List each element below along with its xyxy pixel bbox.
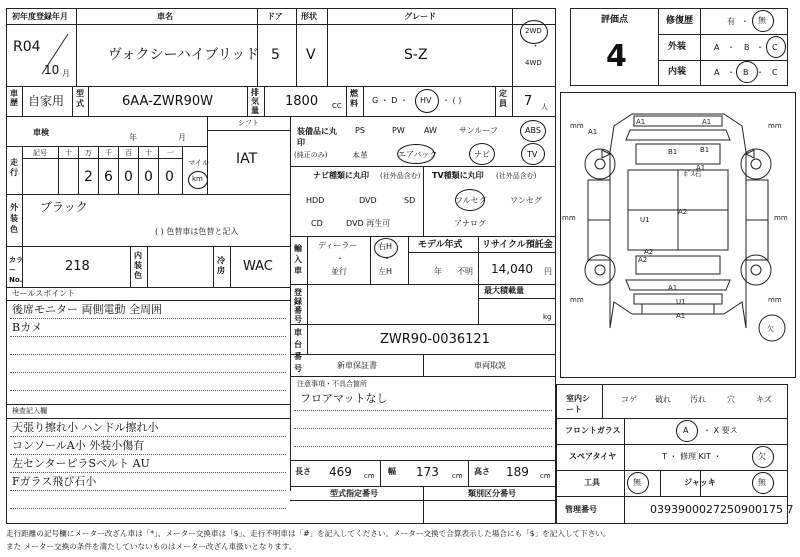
mileage-sym-label: 記号 — [33, 149, 47, 157]
navi-type-note: (社外品含む) — [380, 172, 421, 180]
spare-circled: 欠 — [758, 452, 766, 461]
inspector-note: コンソールA小 外装小傷有 — [12, 439, 145, 452]
model-year-nen: 年 — [434, 267, 442, 276]
mgmt-label: 管理番号 — [565, 505, 597, 514]
sales-point: Bカメ — [12, 321, 43, 334]
length-label: 長さ — [295, 467, 311, 476]
equip-note: (純正のみ) — [294, 151, 328, 159]
drive-2wd: 2WD — [525, 27, 542, 35]
inspection-label: 車検 — [33, 128, 49, 137]
shift-label: シフト — [238, 119, 259, 127]
interior-grade-c: C — [772, 68, 778, 77]
grade-value: S-Z — [404, 47, 428, 63]
usage-value: 自家用 — [28, 94, 65, 108]
door-value: 5 — [271, 47, 280, 63]
chassis-value: ZWR90-0036121 — [380, 332, 490, 347]
first-reg-era: R04 — [13, 39, 41, 55]
navi-type: DVD — [359, 196, 377, 205]
first-reg-label: 初年度登録年月 — [12, 12, 68, 21]
seat-option: 汚れ — [690, 395, 706, 404]
import-dealer: ディーラー — [318, 241, 358, 250]
max-load-unit: kg — [543, 313, 552, 321]
model-year-label: モデル年式 — [418, 240, 463, 250]
height-unit: cm — [540, 472, 551, 480]
shift-value: IAT — [236, 151, 258, 167]
exterior-grade-b: B — [744, 43, 750, 52]
diagram-mark: A1 — [696, 164, 706, 172]
mileage-digit: 0 — [144, 169, 153, 185]
seat-option: キズ — [756, 395, 772, 404]
mileage-digit-label: 万 — [85, 149, 92, 157]
inspection-month: 月 — [178, 133, 186, 142]
inspector-note: Fガラス飛び石小 — [12, 475, 97, 488]
diagram-kesshin: 欠 — [767, 325, 774, 333]
fuel-hv: HV — [420, 96, 432, 105]
mileage-digit-label: 千 — [105, 149, 112, 157]
capacity-unit: 人 — [541, 103, 548, 111]
width-label: 幅 — [388, 467, 396, 476]
equip-item: TV — [527, 150, 538, 159]
chassis-label: 車台番号 — [294, 328, 302, 373]
repair-label: 修復歴 — [666, 16, 694, 26]
interior-color-label: 内装色 — [134, 251, 142, 280]
seat-option: コゲ — [621, 395, 637, 404]
diagram-mark: ﾎﾞｽ右 — [684, 170, 702, 178]
equip-item: サンルーフ — [459, 126, 498, 135]
tools-label: 工具 — [584, 478, 600, 487]
diagram-mark: A1 — [676, 312, 686, 320]
color-code: 218 — [65, 259, 90, 274]
exterior-grade-a: A — [714, 43, 720, 52]
tv-type: フルセグ — [455, 196, 487, 205]
recycle-unit: 円 — [544, 267, 552, 276]
equip-item: AW — [424, 126, 437, 135]
diagram-mark: A2 — [638, 256, 648, 264]
equip-item: 本革 — [352, 151, 368, 160]
spare-options: T ・ 修理 KIT ・ — [662, 452, 722, 461]
length-value: 469 — [329, 465, 352, 479]
equip-item: PS — [355, 126, 365, 135]
diagram-mm: mm — [570, 296, 584, 304]
mgmt-number: 0393900027250900175 7 — [650, 503, 794, 516]
shape-label: 形状 — [301, 12, 317, 21]
equip-label: 装備品に丸印 — [297, 127, 337, 147]
mileage-digit-label: 百 — [125, 149, 132, 157]
fuel-label: 燃料 — [350, 89, 358, 108]
disp-value: 1800 — [285, 94, 319, 109]
seat-option: 破れ — [655, 395, 671, 404]
interior-sheet-label: 室内シート — [566, 394, 590, 414]
diagram-mark: A1 — [636, 118, 646, 126]
equip-item: エアバック — [398, 150, 438, 159]
capacity-label: 定員 — [499, 89, 507, 108]
grade-label: グレード — [404, 12, 436, 21]
equip-item: PW — [392, 126, 405, 135]
import-parallel: 並行 — [331, 267, 347, 276]
diagram-mm: mm — [768, 122, 782, 130]
repair-no: 無 — [758, 16, 766, 25]
front-glass-other: ・ X 要ス — [703, 426, 738, 435]
mileage-digit: 6 — [104, 169, 113, 185]
tv-type: アナログ — [454, 219, 486, 228]
navi-type-label: ナビ種類に丸印 — [313, 171, 369, 180]
notes-label: 注意事項・不具合箇所 — [297, 380, 367, 388]
color-label: 外装色 — [10, 203, 18, 234]
mileage-digit: 2 — [84, 169, 93, 185]
color-value: ブラック — [40, 200, 88, 214]
navi-type: DVD 再生可 — [346, 219, 391, 228]
first-reg-month: 10 — [44, 63, 60, 77]
usage-label: 車歴 — [10, 89, 18, 107]
mileage-digit: 0 — [124, 169, 133, 185]
drive-4wd: 4WD — [525, 59, 542, 67]
mileage-unit-mile: マイル — [188, 159, 209, 167]
navi-type: HDD — [306, 196, 325, 205]
length-unit: cm — [364, 472, 375, 480]
diagram-mark: B1 — [668, 148, 678, 156]
front-glass-circled: A — [683, 426, 689, 435]
tv-type-note: (社外品含む) — [496, 172, 537, 180]
manual: 車両取説 — [474, 361, 506, 370]
score-label: 評価点 — [601, 15, 629, 25]
color-code-label: カラーNo. — [9, 256, 23, 284]
reg-no-label: 登録番号 — [294, 288, 302, 324]
diagram-mm: mm — [562, 214, 576, 222]
ac-value: WAC — [243, 259, 273, 274]
exterior-grade-c: C — [772, 43, 778, 52]
diagram-mark: A1 — [668, 284, 678, 292]
car-diagram — [560, 92, 796, 378]
disp-label: 排気量 — [251, 88, 259, 115]
door-label: ドア — [267, 12, 283, 21]
mileage-digit: 0 — [165, 169, 174, 185]
footer-line-1: 走行距離の記号欄にメーター改ざん車は「*」、メーター交換車は「$」、走行不明車は「#」を記入してください。メーター交換で合算表示した場合にも「$」を記入して下さい。 — [6, 529, 611, 538]
mileage-label: 走行 — [10, 158, 18, 177]
color-change-note: ( ) 色替車は色替と記入 — [155, 227, 239, 236]
handle-left: 左H — [378, 267, 393, 276]
first-reg-month-unit: 月 — [62, 69, 70, 78]
interior-grade-a: A — [714, 68, 720, 77]
new-warranty: 新車保証書 — [337, 361, 377, 370]
score-value: 4 — [606, 39, 627, 74]
width-value: 173 — [416, 465, 439, 479]
fuel-options: G ・ D ・ — [372, 96, 408, 105]
car-name-label: 車名 — [157, 12, 173, 21]
jack-circled: 無 — [758, 478, 766, 487]
height-label: 高さ — [474, 467, 490, 476]
recycle-label: リサイクル預託金 — [482, 240, 553, 250]
diagram-mark: A1 — [588, 128, 598, 136]
front-glass-label: フロントガラス — [565, 426, 621, 435]
handle-right: 右H — [378, 242, 393, 251]
shape-value: V — [306, 47, 316, 63]
equip-item: ナビ — [474, 150, 490, 159]
import-label: 輸入車 — [294, 244, 302, 275]
inspector-note: 左センターピラSベルト AU — [12, 457, 150, 470]
diagram-mark: A2 — [678, 208, 688, 216]
diagram-mark: B1 — [700, 146, 710, 154]
mileage-digit-label: 十 — [145, 149, 152, 157]
model-label: 型式 — [76, 89, 84, 108]
model-year-unknown: 不明 — [457, 267, 473, 276]
mileage-digit-label: 十 — [65, 149, 72, 157]
diagram-mark: A2 — [644, 248, 654, 256]
model-value: 6AA-ZWR90W — [122, 94, 214, 109]
inspection-year: 年 — [129, 133, 137, 142]
max-load-label: 最大積載量 — [484, 286, 524, 295]
type-designation-label: 型式指定番号 — [330, 489, 378, 498]
equip-item: ABS — [525, 126, 541, 135]
notes-value: フロアマットなし — [300, 392, 388, 405]
seat-option: 穴 — [727, 395, 735, 404]
sales-point: 後席モニター 両側電動 全周囲 — [12, 303, 162, 316]
diagram-mark: U1 — [676, 298, 686, 306]
navi-type: SD — [404, 196, 416, 205]
category-label: 類別区分番号 — [468, 489, 516, 498]
mileage-unit-km: km — [192, 175, 203, 183]
fuel-other: ・ ( ) — [442, 96, 462, 105]
interior-grade-b: B — [743, 68, 749, 77]
interior-label: 内装 — [668, 67, 687, 77]
recycle-value: 14,040 — [491, 262, 533, 276]
mileage-digit-label: 一 — [167, 149, 174, 157]
inspector-label: 検査記入欄 — [12, 407, 47, 415]
diagram-mark: A1 — [702, 118, 712, 126]
diagram-mark: U1 — [640, 216, 650, 224]
tv-type: ワンセグ — [510, 196, 542, 205]
sales-label: セールスポイント — [12, 289, 76, 298]
height-value: 189 — [506, 465, 529, 479]
tv-type-label: TV種類に丸印 — [432, 171, 484, 180]
tools-circled: 無 — [633, 478, 641, 487]
spare-label: スペアタイヤ — [569, 452, 617, 461]
repair-yes: 有 — [727, 17, 735, 26]
disp-unit: CC — [332, 102, 342, 110]
jack-label: ジャッキ — [684, 478, 716, 487]
exterior-label: 外装 — [668, 42, 687, 52]
inspector-note: 天張り擦れ小 ハンドル擦れ小 — [12, 421, 159, 434]
width-unit: cm — [452, 472, 463, 480]
diagram-mm: mm — [768, 296, 782, 304]
capacity-value: 7 — [524, 94, 533, 109]
footer-line-2: また メーター交換の条件を満たしていないものはメーター改ざん車扱いとなります。 — [6, 542, 297, 551]
diagram-mm: mm — [774, 214, 788, 222]
navi-type: CD — [311, 219, 323, 228]
ac-label: 冷房 — [217, 256, 225, 275]
car-name: ヴォクシーハイブリッド — [108, 47, 260, 63]
diagram-mm: mm — [570, 122, 584, 130]
